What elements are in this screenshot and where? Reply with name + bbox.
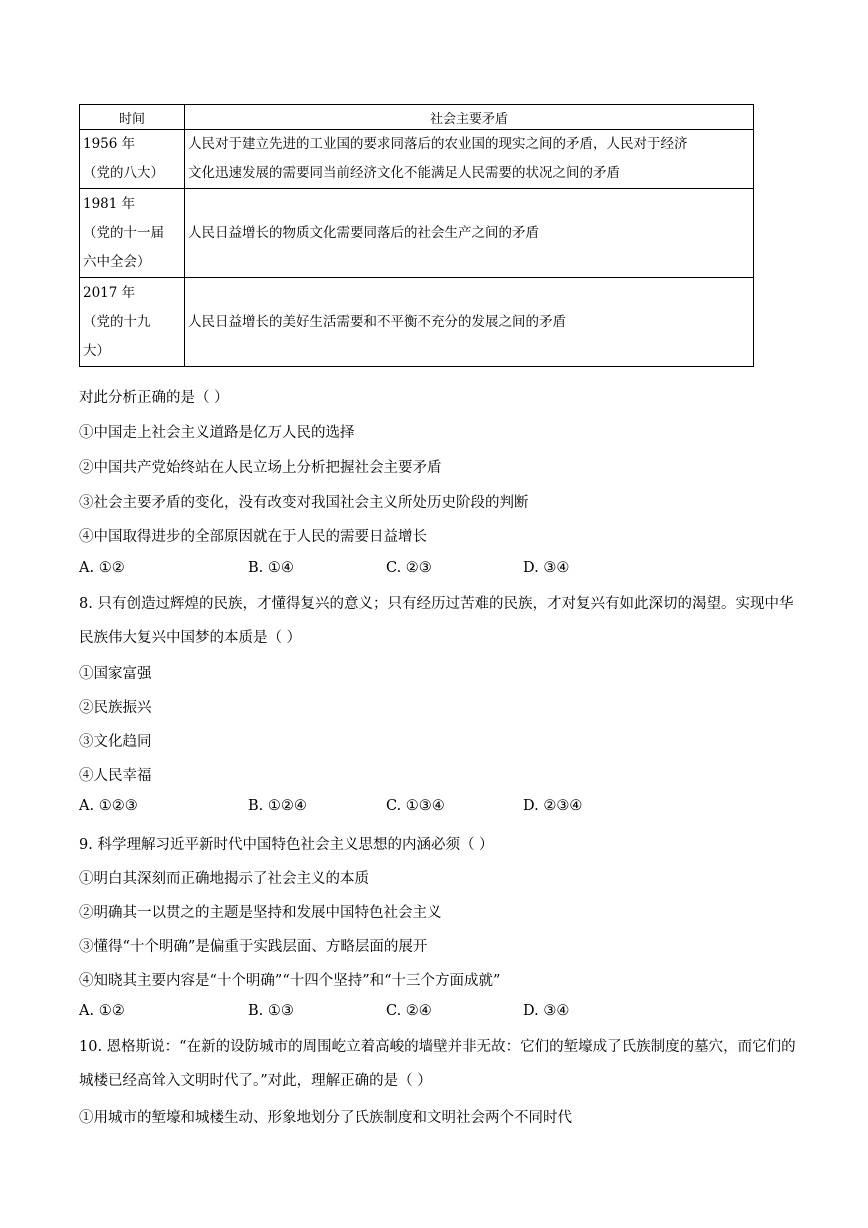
- time-year: 2017 年: [83, 284, 136, 301]
- question-8-item: ④人民幸福: [79, 768, 152, 784]
- time-year: 1956 年: [83, 136, 136, 152]
- table-row: [80, 278, 754, 367]
- time-cell: [80, 189, 185, 278]
- option-b[interactable]: B. ①③: [248, 1003, 294, 1019]
- time-event: （党的十一届: [83, 224, 164, 241]
- contradiction-text: 文化迅速发展的需要同当前经济文化不能满足人民需要的状况之间的矛盾: [188, 165, 620, 181]
- question-8-item: ③文化趋同: [79, 734, 152, 750]
- question-8-stem: 8. 只有创造过辉煌的民族，才懂得复兴的意义；只有经历过苦难的民族，才对复兴有如此深切的渴望。实现中华民族伟大复兴中国梦的本质是（ ）: [79, 596, 794, 646]
- contradiction-text: 人民日益增长的物质文化需要同落后的社会生产之间的矛盾: [188, 224, 539, 241]
- table-header-row: [80, 105, 754, 130]
- option-b[interactable]: B. ①④: [248, 560, 294, 576]
- time-event: （党的八大）: [83, 165, 164, 181]
- question-7-item: ③社会主要矛盾的变化，没有改变对我国社会主义所处历史阶段的判断: [79, 495, 529, 511]
- header-time: 时间: [80, 105, 185, 130]
- option-c[interactable]: C. ①③④: [386, 798, 445, 814]
- table-row: [80, 189, 754, 278]
- question-9-item: ④知晓其主要内容是“十个明确”“十四个坚持”和“十三个方面成就”: [79, 973, 501, 989]
- contradiction-cell: [185, 189, 754, 278]
- option-b[interactable]: B. ①②④: [248, 798, 307, 814]
- question-8-item: ①国家富强: [79, 666, 152, 682]
- question-9-item: ③懂得“十个明确”是偏重于实践层面、方略层面的展开: [79, 939, 428, 955]
- question-9-stem: 9. 科学理解习近平新时代中国特色社会主义思想的内涵必须（ ）: [79, 837, 494, 853]
- contradiction-text: 人民对于建立先进的工业国的要求同落后的农业国的现实之间的矛盾，人民对于经济: [188, 136, 688, 152]
- option-c[interactable]: C. ②④: [386, 1003, 432, 1019]
- header-contradiction: 社会主要矛盾: [185, 105, 754, 130]
- question-10-stem: 10. 恩格斯说：“在新的设防城市的周围屹立着高峻的墙壁并非无故：它们的堑壕成了氏族制度的墓穴，而它们的城楼已经高耸入文明时代了。”对此，理解正确的是（ ）: [79, 1039, 796, 1089]
- contradiction-table: [79, 104, 754, 367]
- question-10-item: ①用城市的堑壕和城楼生动、形象地划分了氏族制度和文明社会两个不同时代: [79, 1110, 572, 1126]
- option-a[interactable]: A. ①②: [79, 560, 125, 576]
- option-c[interactable]: C. ②③: [386, 560, 432, 576]
- option-d[interactable]: D. ③④: [523, 1003, 570, 1019]
- time-event: 大）: [83, 342, 110, 359]
- contradiction-cell: [185, 278, 754, 367]
- question-7-stem: 对此分析正确的是（ ）: [79, 390, 229, 406]
- question-7-item: ④中国取得进步的全部原因就在于人民的需要日益增长: [79, 529, 427, 545]
- contradiction-text: 人民日益增长的美好生活需要和不平衡不充分的发展之间的矛盾: [188, 313, 566, 330]
- contradiction-cell: [185, 130, 754, 189]
- time-year: 1981 年: [83, 195, 136, 212]
- question-7-item: ②中国共产党始终站在人民立场上分析把握社会主要矛盾: [79, 460, 442, 476]
- question-8-item: ②民族振兴: [79, 700, 152, 716]
- option-a[interactable]: A. ①②: [79, 1003, 125, 1019]
- question-9-item: ①明白其深刻而正确地揭示了社会主义的本质: [79, 871, 369, 887]
- time-cell: [80, 278, 185, 367]
- time-event: （党的十九: [83, 313, 151, 330]
- table-row: [80, 130, 754, 189]
- question-9-item: ②明确其一以贯之的主题是坚持和发展中国特色社会主义: [79, 905, 442, 921]
- time-cell: [80, 130, 185, 189]
- time-event: 六中全会）: [83, 253, 151, 270]
- option-d[interactable]: D. ②③④: [523, 798, 583, 814]
- option-d[interactable]: D. ③④: [523, 560, 570, 576]
- option-a[interactable]: A. ①②③: [79, 798, 138, 814]
- question-7-item: ①中国走上社会主义道路是亿万人民的选择: [79, 425, 355, 441]
